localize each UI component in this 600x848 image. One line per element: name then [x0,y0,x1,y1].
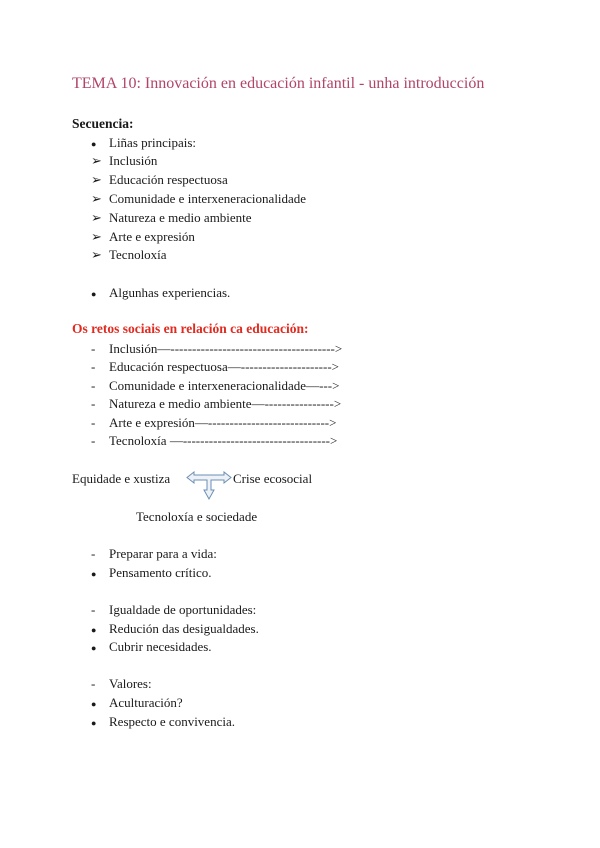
list-item: - Arte e expresión—----------------------------> [91,415,337,430]
list-item: - Educación respectuosa—---------------------> [91,359,339,374]
list-item: ➢ Natureza e medio ambiente [91,210,252,225]
arrow-bullet-icon: ➢ [91,153,102,168]
list-item: ● Pensamento crítico. [91,565,212,580]
list-item: - Preparar para a vida: [91,546,217,561]
arrow-bullet-icon: ➢ [91,172,102,187]
diagram-bottom-label: Tecnoloxía e sociedade [136,509,258,524]
list-item: ● Aculturación? [91,695,183,710]
dash-marker: - [91,396,96,411]
list-item: ● Cubrir necesidades. [91,639,212,654]
list-item: - Comunidade e interxeneracionalidade—---> [91,378,340,393]
arrow-bullet-icon: ➢ [91,191,102,206]
bullet-icon: ● [91,289,97,299]
list-item: ➢ Arte e expresión [91,229,195,244]
three-way-arrow-icon [186,471,232,501]
list-item: ➢ Comunidade e interxeneracionalidade [91,191,307,206]
bullet-icon: ● [91,569,97,579]
diagram-right-label: Crise ecosocial [233,471,313,486]
list-item: ● Algunhas experiencias. [91,285,231,300]
list-item: ● Redución das desigualdades. [91,621,259,636]
list-item: - Natureza e medio ambiente—----------------> [91,396,342,411]
dash-marker: - [91,602,96,617]
list-item: ● Liñas principais: [91,135,197,150]
diagram-left-label: Equidade e xustiza [72,471,171,486]
retos-heading: Os retos sociais en relación ca educación: [72,321,309,336]
bullet-icon: ● [91,139,97,149]
dash-marker: - [91,676,96,691]
list-item: - Tecnoloxía —----------------------------------> [91,433,338,448]
arrow-bullet-icon: ➢ [91,247,102,262]
list-item: ➢ Educación respectuosa [91,172,228,187]
list-item: - Inclusión—--------------------------------------> [91,341,343,356]
arrow-bullet-icon: ➢ [91,210,102,225]
list-item: ➢ Tecnoloxía [91,247,167,262]
list-item: ● Respecto e convivencia. [91,714,235,729]
bullet-icon: ● [91,718,97,728]
bullet-icon: ● [91,643,97,653]
dash-marker: - [91,378,96,393]
dash-marker: - [91,433,96,448]
dash-marker: - [91,341,96,356]
secuencia-heading: Secuencia: [72,116,134,131]
page-title: TEMA 10: Innovación en educación infantil - unha introducción [72,75,485,92]
bullet-icon: ● [91,699,97,709]
dash-marker: - [91,359,96,374]
list-item: ➢ Inclusión [91,153,158,168]
list-item: - Igualdade de oportunidades: [91,602,257,617]
arrow-bullet-icon: ➢ [91,229,102,244]
dash-marker: - [91,415,96,430]
list-item: - Valores: [91,676,152,691]
dash-marker: - [91,546,96,561]
bullet-icon: ● [91,625,97,635]
